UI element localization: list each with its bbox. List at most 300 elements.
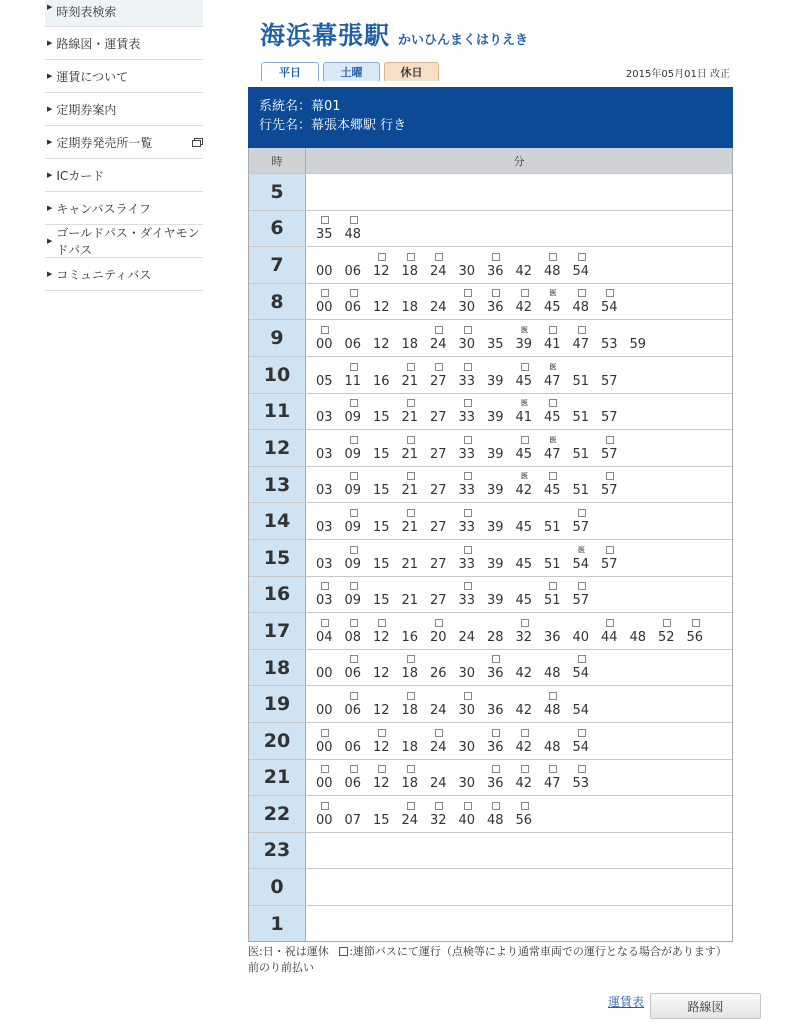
minute-value: 42 [515,263,533,279]
departure-minute[interactable] [345,557,374,572]
articulated-bus-marker-icon [350,436,358,444]
departure-minute[interactable] [316,813,345,828]
departure-minute[interactable] [316,703,345,718]
departure-minute[interactable] [573,337,602,352]
articulated-bus-marker-icon [350,765,358,773]
hour-cell: 6 [249,211,306,247]
minute-value: 36 [487,263,504,279]
departure-minute[interactable] [459,447,488,462]
sidebar-item[interactable] [45,93,203,126]
departure-minute[interactable] [544,520,573,535]
departure-minute[interactable] [402,630,431,645]
minute-value: 39 [487,519,504,535]
minute-value: 15 [373,410,390,426]
departure-minute[interactable] [516,593,545,608]
departure-minute[interactable] [402,740,431,755]
minute-value: 45 [515,556,533,572]
minute-value: 21 [401,593,419,609]
departure-minute[interactable] [516,300,545,315]
route-info [248,87,733,148]
departure-minute[interactable] [459,813,488,828]
departure-minute[interactable] [402,447,431,462]
minute-value: 11 [344,373,362,389]
departure-minute[interactable] [430,300,459,315]
articulated-bus-marker-icon [350,363,358,371]
departure-minute[interactable] [316,447,345,462]
departure-minute[interactable] [459,264,488,279]
departure-minute[interactable] [345,740,374,755]
departure-minute[interactable] [487,447,516,462]
departure-minute[interactable] [345,593,374,608]
holiday-suspended-marker: 医 [549,289,557,298]
minutes-cell [306,357,732,393]
minute-value: 12 [373,666,390,682]
departure-minute[interactable] [516,703,545,718]
departure-minute[interactable] [430,813,459,828]
route-destination: 行先名：幕張本郷駅 行き [259,118,407,133]
departure-minute[interactable] [402,520,431,535]
minute-value: 53 [572,776,590,792]
departure-minute[interactable] [316,666,345,681]
articulated-bus-marker-icon [378,253,386,261]
minute-value: 12 [373,263,390,279]
departure-minute[interactable] [459,593,488,608]
departure-minute[interactable] [316,593,345,608]
minute-value: 54 [572,666,590,682]
departure-minute[interactable] [487,703,516,718]
departure-minute[interactable] [316,557,345,572]
departure-minute[interactable] [345,666,374,681]
departure-minute[interactable] [601,630,630,645]
departure-minute[interactable] [316,776,345,791]
table-row [249,649,732,686]
departure-minute[interactable] [516,776,545,791]
departure-minute[interactable] [573,630,602,645]
departure-minute[interactable] [544,410,573,425]
tab-saturday[interactable]: 土曜 [323,62,380,81]
hour-cell: 7 [249,247,306,283]
departure-minute[interactable] [459,776,488,791]
departure-minute[interactable] [573,410,602,425]
departure-minute[interactable] [459,557,488,572]
departure-minute[interactable] [402,337,431,352]
minute-value: 28 [487,629,504,645]
minute-value: 54 [572,556,590,572]
departure-minute[interactable] [601,337,630,352]
departure-minute[interactable] [345,337,374,352]
route-map-button[interactable]: 路線図 [650,993,761,1019]
departure-minute[interactable] [544,593,573,608]
departure-minute[interactable] [459,703,488,718]
articulated-bus-marker-icon [549,692,557,700]
hour-cell: 0 [249,869,306,905]
departure-minute[interactable] [373,337,402,352]
departure-minute[interactable] [544,666,573,681]
departure-minute[interactable] [487,813,516,828]
departure-minute[interactable] [544,557,573,572]
minute-value: 06 [344,300,362,316]
departure-minute[interactable] [516,520,545,535]
departure-minute[interactable] [459,520,488,535]
departure-minute[interactable] [316,337,345,352]
minute-value: 27 [430,593,447,609]
minute-value: 45 [515,446,533,462]
departure-minute[interactable] [402,264,431,279]
articulated-bus-marker-icon [435,619,443,627]
minute-value: 30 [458,336,476,352]
departure-minute[interactable] [373,410,402,425]
departure-minute[interactable] [345,483,374,498]
departure-minute[interactable] [373,374,402,389]
sidebar-item[interactable] [45,159,203,192]
minute-value: 15 [373,593,390,609]
minute-value: 06 [344,666,362,682]
minute-value: 00 [316,666,333,682]
minute-value: 54 [572,702,590,718]
departure-minute[interactable] [487,483,516,498]
minute-value: 09 [344,410,362,426]
hour-cell: 23 [249,833,306,869]
departure-minute[interactable] [373,520,402,535]
departure-minute[interactable] [573,703,602,718]
departure-minute[interactable] [487,410,516,425]
departure-minute[interactable] [544,630,573,645]
departure-minute[interactable] [430,337,459,352]
minute-value: 21 [401,446,419,462]
departure-minute[interactable] [630,630,659,645]
departure-minute[interactable] [459,630,488,645]
departure-minute[interactable] [459,410,488,425]
minute-value: 39 [487,446,504,462]
departure-minute[interactable] [430,666,459,681]
articulated-bus-marker-icon [606,472,614,480]
departure-minute[interactable] [515,399,545,426]
departure-minute[interactable] [316,740,345,755]
departure-minute[interactable] [345,300,374,315]
departure-minute[interactable] [345,776,374,791]
departure-minute[interactable] [402,593,431,608]
departure-minute[interactable] [430,630,459,645]
departure-minute[interactable] [544,483,573,498]
departure-minute[interactable] [516,813,545,828]
departure-minute[interactable] [430,776,459,791]
departure-minute[interactable] [601,557,630,572]
departure-minute[interactable] [402,703,431,718]
sidebar-item[interactable] [45,126,203,159]
minute-value: 41 [544,336,561,352]
articulated-bus-marker-icon [549,472,557,480]
departure-minute[interactable] [430,374,459,389]
departure-minute[interactable] [516,630,545,645]
departure-minute[interactable] [430,703,459,718]
minute-value: 54 [572,739,590,755]
departure-minute[interactable] [544,435,573,462]
departure-minute[interactable] [373,300,402,315]
departure-minute[interactable] [402,813,431,828]
departure-minute[interactable] [573,776,602,791]
minute-value: 21 [401,410,419,426]
minute-value: 45 [515,373,533,389]
tab-weekday[interactable]: 平日 [261,62,319,81]
minute-value: 12 [373,300,390,316]
departure-minute[interactable] [544,740,573,755]
departure-minute[interactable] [459,337,488,352]
departure-minute[interactable] [316,410,345,425]
articulated-bus-marker-icon [435,326,443,334]
minute-value: 27 [430,410,447,426]
minute-value: 53 [601,336,618,352]
table-row [249,210,732,247]
minute-value: 00 [316,263,333,279]
departure-minute[interactable] [459,374,488,389]
articulated-bus-marker-icon [407,802,415,810]
departure-minute[interactable] [487,593,516,608]
sidebar-item[interactable] [45,225,203,258]
departure-minute[interactable] [316,630,345,645]
departure-minute[interactable] [459,666,488,681]
sidebar-item[interactable] [45,27,203,60]
minute-value: 51 [544,519,561,535]
table-row [249,466,732,503]
hour-cell: 17 [249,613,306,649]
departure-minute[interactable] [573,264,602,279]
articulated-bus-marker-icon [521,802,529,810]
minute-value: 00 [316,812,333,828]
minute-value: 39 [487,556,504,572]
minute-value: 06 [344,702,362,718]
articulated-bus-marker-icon [435,363,443,371]
departure-minute[interactable] [544,703,573,718]
departure-minute[interactable] [487,666,516,681]
minute-value: 30 [458,739,476,755]
departure-minute[interactable] [373,264,402,279]
departure-minute[interactable] [373,666,402,681]
departure-minute[interactable] [430,483,459,498]
articulated-bus-marker-icon [464,802,472,810]
articulated-bus-marker-icon [350,619,358,627]
hour-cell: 14 [249,503,306,539]
departure-minute[interactable] [516,374,545,389]
departure-minute[interactable] [316,264,345,279]
minute-value: 51 [544,593,561,609]
departure-minute[interactable] [572,545,602,572]
departure-minute[interactable] [459,483,488,498]
articulated-bus-marker-icon [578,289,586,297]
minute-value: 45 [515,593,533,609]
minute-value: 26 [430,666,447,682]
departure-minute[interactable] [345,410,374,425]
fare-table-link[interactable]: 運賃表 [608,995,645,1009]
departure-minute[interactable] [487,264,516,279]
departure-minute[interactable] [402,776,431,791]
minutes-cell [306,869,732,905]
departure-minute[interactable] [345,813,374,828]
articulated-bus-marker-icon [464,326,472,334]
articulated-bus-marker-icon [350,692,358,700]
minute-value: 41 [515,410,533,426]
departure-minute[interactable] [373,740,402,755]
minute-value: 24 [430,300,447,316]
departure-minute[interactable] [345,447,374,462]
departure-minute[interactable] [544,337,573,352]
sidebar-item[interactable] [45,192,203,225]
articulated-bus-marker-icon [578,655,586,663]
departure-minute[interactable] [430,410,459,425]
holiday-suspended-marker: 医 [521,399,528,408]
departure-minute[interactable] [373,703,402,718]
table-row [249,722,732,759]
sidebar-item[interactable] [45,258,203,291]
departure-minute[interactable] [316,374,345,389]
departure-minute[interactable] [516,264,545,279]
minute-value: 15 [373,519,390,535]
departure-minute[interactable] [687,630,716,645]
departure-minute[interactable] [487,337,516,352]
departure-minute[interactable] [487,776,516,791]
minute-value: 36 [487,739,504,755]
departure-minute[interactable] [601,447,630,462]
departure-minute[interactable] [630,337,659,352]
departure-minute[interactable] [573,740,602,755]
departure-minute[interactable] [601,300,630,315]
departure-minute[interactable] [316,300,345,315]
departure-minute[interactable] [402,557,431,572]
departure-minute[interactable] [402,483,431,498]
departure-minute[interactable] [573,520,602,535]
articulated-bus-marker-icon [464,399,472,407]
articulated-bus-marker-icon [350,289,358,297]
minute-value: 33 [458,483,476,499]
departure-minute[interactable] [544,776,573,791]
hour-header: 時 [249,148,306,173]
hour-cell: 18 [249,650,306,686]
departure-minute[interactable] [316,227,345,242]
departure-minute[interactable] [430,264,459,279]
articulated-bus-marker-icon [407,655,415,663]
departure-minute[interactable] [345,520,374,535]
departure-minute[interactable] [459,740,488,755]
articulated-bus-marker-icon [578,509,586,517]
departure-minute[interactable] [516,557,545,572]
hour-cell: 21 [249,760,306,796]
minute-value: 47 [544,446,561,462]
articulated-bus-marker-icon [464,509,472,517]
departure-minute[interactable] [573,300,602,315]
articulated-bus-marker-icon [464,472,472,480]
departure-minute[interactable] [459,300,488,315]
sidebar-item[interactable] [45,60,203,93]
departure-minute[interactable] [601,483,630,498]
departure-minute[interactable] [345,264,374,279]
table-row [249,429,732,466]
departure-minute[interactable] [516,447,545,462]
caret-right-icon: ▶ [47,138,53,146]
articulated-bus-marker-icon [407,472,415,480]
table-row [249,832,732,869]
departure-minute[interactable] [373,776,402,791]
departure-minute[interactable] [573,593,602,608]
departure-minute[interactable] [516,666,545,681]
minute-value: 54 [601,300,618,316]
departure-minute[interactable] [345,703,374,718]
departure-minute[interactable] [316,483,345,498]
departure-minute[interactable] [402,300,431,315]
departure-minute[interactable] [402,410,431,425]
departure-minute[interactable] [573,483,602,498]
minute-value: 12 [373,776,390,792]
articulated-bus-marker-icon [549,765,557,773]
departure-minute[interactable] [544,289,573,316]
departure-minute[interactable] [345,227,374,242]
minute-value: 24 [458,629,476,645]
minute-value: 32 [430,812,447,828]
minute-value: 35 [487,336,504,352]
departure-minute[interactable] [430,740,459,755]
departure-minute[interactable] [373,630,402,645]
minute-value: 57 [601,410,618,426]
departure-minute[interactable] [515,325,545,352]
departure-minute[interactable] [544,362,573,389]
minute-value: 04 [316,629,333,645]
departure-minute[interactable] [487,374,516,389]
departure-minute[interactable] [430,557,459,572]
departure-minute[interactable] [345,374,374,389]
articulated-bus-marker-icon [350,655,358,663]
departure-minute[interactable] [573,666,602,681]
departure-minute[interactable] [373,557,402,572]
departure-minute[interactable] [658,630,687,645]
minute-value: 09 [344,483,362,499]
articulated-bus-marker-icon [606,436,614,444]
departure-minute[interactable] [316,520,345,535]
departure-minute[interactable] [573,374,602,389]
departure-minute[interactable] [601,410,630,425]
departure-minute[interactable] [601,374,630,389]
sidebar-item[interactable] [45,0,203,27]
departure-minute[interactable] [487,300,516,315]
departure-minute[interactable] [487,740,516,755]
departure-minute[interactable] [487,520,516,535]
departure-minute[interactable] [573,447,602,462]
minute-value: 27 [430,519,447,535]
departure-minute[interactable] [487,630,516,645]
articulated-bus-marker-icon [521,619,529,627]
minute-value: 45 [544,300,561,316]
departure-minute[interactable] [345,630,374,645]
tab-holiday[interactable]: 休日 [384,62,439,81]
departure-minute[interactable] [544,264,573,279]
departure-minute[interactable] [430,593,459,608]
articulated-bus-marker-icon [521,289,529,297]
departure-minute[interactable] [430,447,459,462]
departure-minute[interactable] [373,813,402,828]
departure-minute[interactable] [515,472,545,499]
departure-minute[interactable] [402,666,431,681]
articulated-bus-marker-icon [549,399,557,407]
departure-minute[interactable] [373,447,402,462]
articulated-bus-marker-icon [350,509,358,517]
hour-cell: 22 [249,796,306,832]
new-window-icon [192,138,201,146]
page-title [260,16,528,52]
departure-minute[interactable] [430,520,459,535]
departure-minute[interactable] [487,557,516,572]
departure-minute[interactable] [402,374,431,389]
articulated-bus-marker-icon [350,582,358,590]
departure-minute[interactable] [373,593,402,608]
departure-minute[interactable] [516,740,545,755]
departure-minute[interactable] [373,483,402,498]
